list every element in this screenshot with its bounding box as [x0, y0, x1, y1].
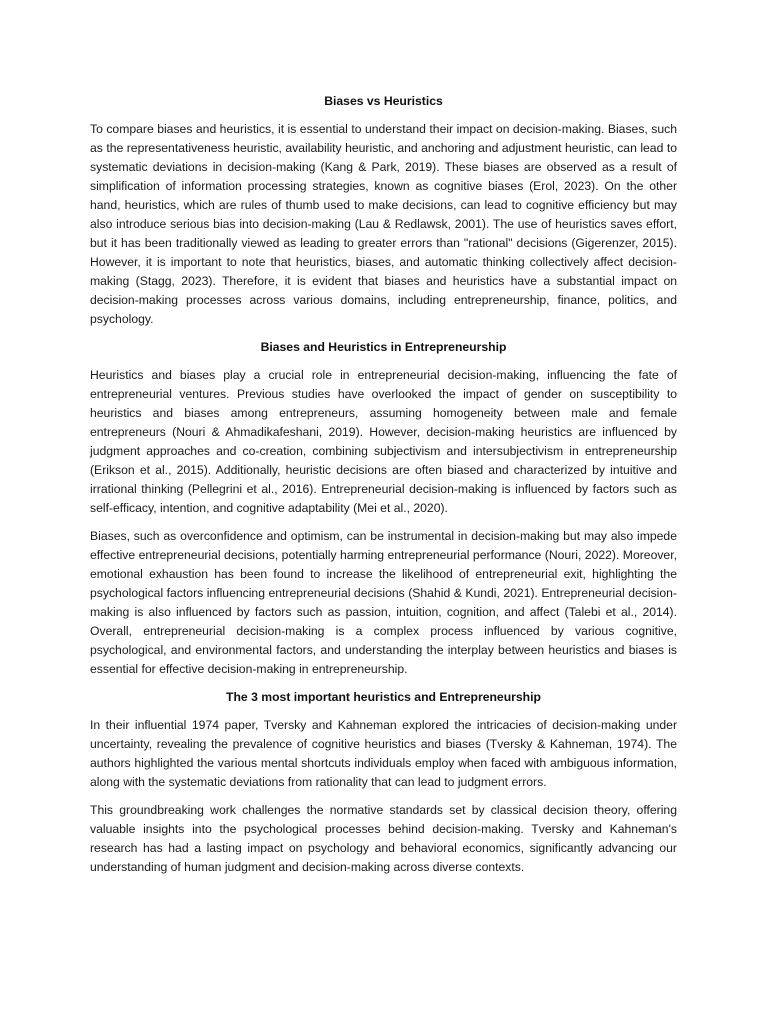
section-heading-biases-vs-heuristics: Biases vs Heuristics — [324, 94, 443, 108]
paragraph: This groundbreaking work challenges the normative standards set by classical decision theory, offering valuable insights into the psychological processes behind decision-making. Tversky and Kahneman's research has had a lasting impact on psychology and behavioral economics, significantly advancing our understanding of human judgment and decision-making across diverse contexts. — [90, 803, 677, 874]
paragraph: In their influential 1974 paper, Tversky and Kahneman explored the intricacies of decision-making under uncertainty, revealing the prevalence of cognitive heuristics and biases (Tversky & Kahneman, 1974). The authors highlighted the various mental shortcuts individuals employ when faced with ambiguous information, along with the systematic deviations from rationality that can lead to judgment errors. — [90, 718, 677, 789]
paragraph: To compare biases and heuristics, it is essential to understand their impact on decision-making. Biases, such as the representativeness heuristic, availability heuristic, and anchoring and adjustment heuristic, can lead to systematic deviations in decision-making (Kang & Park, 2019). These biases are observed as a result of simplification of information processing strategies, known as cognitive biases (Erol, 2023). On the other hand, heuristics, which are rules of thumb used to make decisions, can lead to cognitive efficiency but may also introduce serious bias into decision-making (Lau & Redlawsk, 2001). The use of heuristics saves effort, but it has been traditionally viewed as leading to greater errors than "rational" decisions (Gigerenzer, 2015). However, it is important to note that heuristics, biases, and automatic thinking collectively affect decision-making (Stagg, 2023). Therefore, it is evident that biases and heuristics have a substantial impact on decision-making processes across various domains, including entrepreneurship, finance, politics, and psychology. — [90, 122, 677, 326]
paragraph: Heuristics and biases play a crucial role in entrepreneurial decision-making, influencing the fate of entrepreneurial ventures. Previous studies have overlooked the impact of gender on susceptibility to heuristics and biases among entrepreneurs, assuming homogeneity between male and female entrepreneurs (Nouri & Ahmadikafeshani, 2019). However, decision-making heuristics are influenced by judgment approaches and co-creation, combining subjectivism and intersubjectivism in entrepreneurship (Erikson et al., 2015). Additionally, heuristic decisions are often biased and characterized by intuitive and irrational thinking (Pellegrini et al., 2016). Entrepreneurial decision-making is influenced by factors such as self-efficacy, intention, and cognitive adaptability (Mei et al., 2020). — [90, 368, 677, 515]
paragraph: Biases, such as overconfidence and optimism, can be instrumental in decision-making but may also impede effective entrepreneurial decisions, potentially harming entrepreneurial performance (Nouri, 2022). Moreover, emotional exhaustion has been found to increase the likelihood of entrepreneurial exit, highlighting the psychological factors influencing entrepreneurial decisions (Shahid & Kundi, 2021). Entrepreneurial decision-making is also influenced by factors such as passion, intuition, cognition, and affect (Talebi et al., 2014). Overall, entrepreneurial decision-making is a complex process influenced by various cognitive, psychological, and environmental factors, and understanding the interplay between heuristics and biases is essential for effective decision-making in entrepreneurship. — [90, 529, 677, 676]
section-heading-three-heuristics: The 3 most important heuristics and Entrepreneurship — [226, 690, 541, 704]
section-heading-entrepreneurship: Biases and Heuristics in Entrepreneurship — [260, 340, 507, 354]
document-body — [90, 92, 677, 886]
